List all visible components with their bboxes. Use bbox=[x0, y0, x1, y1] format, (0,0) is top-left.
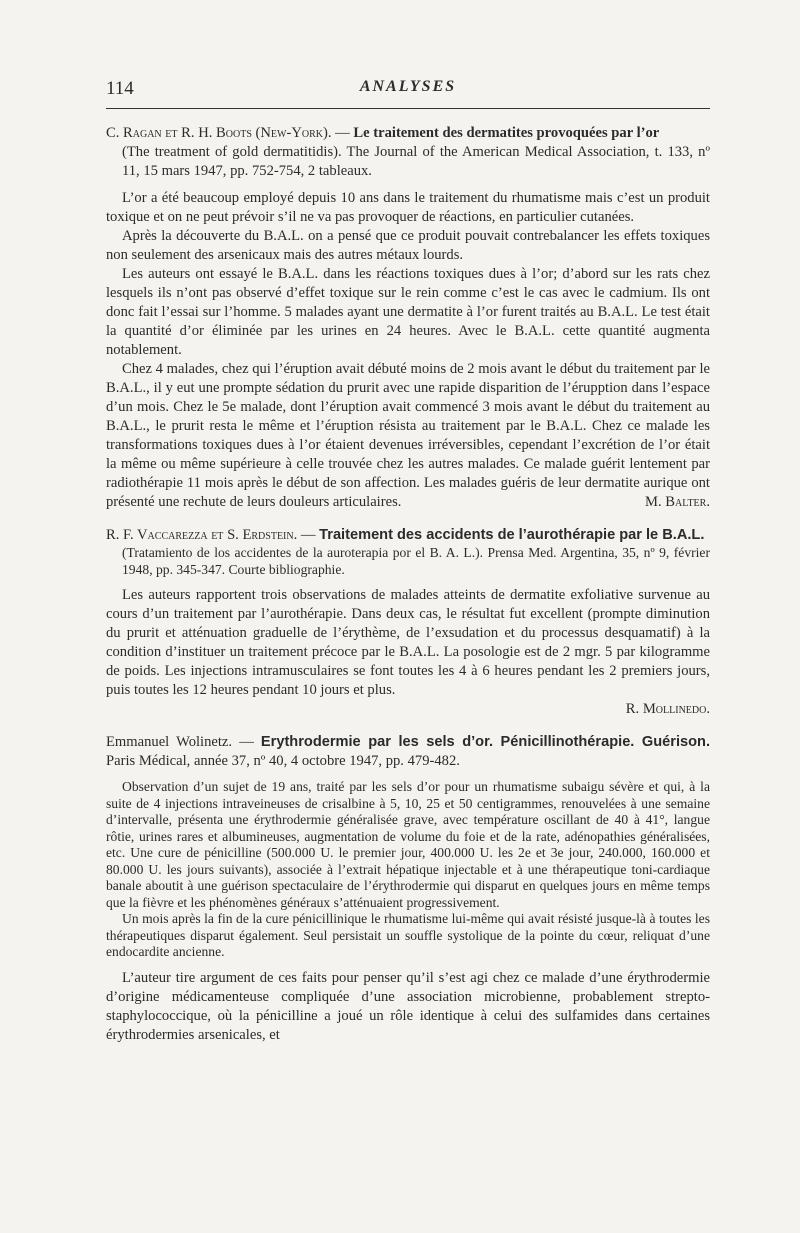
paragraph: Après la découverte du B.A.L. on a pensé que ce produit pouvait contrebalancer les effets toxiques non seulement des arsenicaux mais des autres métaux lourds. bbox=[106, 228, 710, 263]
paragraph: Les auteurs ont essayé le B.A.L. dans les réactions toxiques dues à l’or; d’abord sur les rats chez lesquels ils n’ont pas observé d’effet toxique sur le rein comme c’est le cas avec le cadmium. Ils ont donc fait l’essai sur l’homme. 5 malades ayant une dermatite à l’or furent traités au B.A.L. Le test était la quantité d’or éliminée par les urines en 24 heures. Avec le B.A.L. cette quantité augmenta notablement. bbox=[106, 266, 710, 358]
article-reference: C. Ragan et R. H. Boots (New-York). — Le traitement des dermatites provoquées par l’or (The treatment of gold dermatitidis). The Journal of the American Medical Association, t. 133, nº 11, 15 mars 1947, pp. 752-754, 2 tableaux. bbox=[106, 125, 710, 179]
paragraph-text: Chez 4 malades, chez qui l’éruption avait débuté moins de 2 mois avant le début du traitement par le B.A.L., il y eut une prompte sédation du prurit avec une rapide disparition de l’érupption dans l’espace d’un mois. Chez le 5e malade, dont l’éruption avait commencé 3 mois avant le début du traitement au B.A.L., le prurit resta le même et l’éruption résista au traitement par le B.A.L. Chez ce malade les transformations toxiques dues à l’or étaient devenues irréversibles, cependant l’excrétion de l’or était la même ou même supérieure à celle trouvée chez les autres malades. Ce malade guérit lentement par radiothérapie 11 mois après le début de son affection. Les malades guéris de leur dermatite aurique ont présenté une rechute de leurs douleurs articulaires. bbox=[106, 361, 710, 510]
article-reference: Emmanuel Wolinetz. — Erythrodermie par les sels d’or. Pénicillinothérapie. Guérison. Paris Médical, année 37, nº 40, 4 octobre 1947, pp. 479-482. bbox=[106, 734, 711, 769]
article-authors: Emmanuel Wolinetz. bbox=[106, 734, 233, 750]
paragraph: Les auteurs rapportent trois observations de malades atteints de dermatite exfoliative survenue au cours d’un traitement par l’aurothérapie. Dans deux cas, le résultat fut excellent (prompte diminution du prurit et atténuation graduelle de l’érythème, de l’exsudation et du processus desquamatif) à la condition d’instituer un traitement précoce par le B.A.L. La posologie est de 2 mgr. 5 par kilogramme de poids. Les injections intramusculaires se font toutes les 4 à 6 heures pendant les 2 premiers jours, puis toutes les 12 heures pendant 10 jours et plus. bbox=[106, 587, 710, 698]
article-reference: R. F. Vaccarezza et S. Erdstein. — Traitement des accidents de l’aurothérapie par le B.A.L. (Tratamiento de los accidentes de la auroterapia por el B. A. L.). Prensa Med. Argentina, 35, nº 9, février 1948, pp. 345-347. Courte bibliographie. bbox=[106, 527, 710, 577]
content bbox=[106, 124, 710, 1045]
article-citation: Paris Médical, année 37, nº 40, 4 octobre 1947, pp. 479-482. bbox=[106, 753, 460, 769]
paragraph: L’or a été beaucoup employé depuis 10 ans dans le traitement du rhumatisme mais c’est un produit toxique et on ne peut prévoir s’il ne va pas provoquer de réactions, en particulier cutanées. bbox=[106, 190, 710, 225]
article-title: Le traitement des dermatites provoquées par l’or bbox=[353, 125, 660, 141]
article-vaccarezza bbox=[106, 526, 710, 719]
paragraph bbox=[106, 360, 710, 512]
signature: R. Mollinedo. bbox=[625, 701, 710, 717]
paragraph-small: Un mois après la fin de la cure pénicillinique le rhumatisme lui-même qui avait résisté jusque-là à toutes les thérapeutiques disparut également. Seul persistait un souffle systolique de la pointe du cœur, reliquat d’une endocardite ancienne. bbox=[106, 911, 710, 959]
signature: M. Balter. bbox=[645, 494, 710, 510]
article-wolinetz bbox=[106, 733, 710, 1045]
article-authors: R. F. Vaccarezza et S. Erdstein. bbox=[106, 527, 298, 543]
paragraph-small: Observation d’un sujet de 19 ans, traité par les sels d’or pour un rhumatisme subaigu sévère et qui, à la suite de 4 injections intraveineuses de crisalbine à 5, 10, 25 et 50 centigrammes, renouvelées à une semaine d’intervalle, présenta une érythrodermie généralisée grave, avec température oscillant de 40 à 41°, langue rôtie, urines rares et albumineuses, augmentation de volume du foie et de la rate, adénopathies généralisées, etc. Une cure de pénicilline (500.000 U. le premier jour, 400.000 U. les 2e et 3e jour, 240.000, 160.000 et 80.000 U. les jours suivants), associée à l’extrait hépatique injectable et à une thérapeutique toni-cardiaque banale aboutit à une guérison spectaculaire de l’érythrodermie qui disparut en quelques jours en même temps que la fièvre et les phénomènes généraux s’atténuaient progressivement. bbox=[106, 779, 710, 910]
article-citation: (Tratamiento de los accidentes de la auroterapia por el B. A. L.). Prensa Med. Argentina, 35, nº 9, février 1948, pp. 345-347. Courte bibliographie. bbox=[122, 545, 710, 577]
paragraph: L’auteur tire argument de ces faits pour penser qu’il s’est agi chez ce malade d’une érythrodermie d’origine médicamenteuse compliquée d’une association microbienne, probablement strepto-staphylococcique, où la pénicilline a joué un rôle identique à celui des sulfamides dans certaines érythrodermies arsenicales, et bbox=[106, 969, 710, 1043]
page-header bbox=[106, 78, 710, 109]
running-title: ANALYSES bbox=[359, 78, 457, 95]
article-ragan bbox=[106, 124, 710, 526]
page-number: 114 bbox=[106, 78, 134, 99]
article-authors: C. Ragan et R. H. Boots (New-York). bbox=[106, 125, 332, 141]
article-title: Traitement des accidents de l’aurothérapie par le B.A.L. bbox=[319, 527, 705, 543]
article-title: Erythrodermie par les sels d’or. Pénicillinothérapie. Guérison. bbox=[260, 734, 711, 750]
article-citation: (The treatment of gold dermatitidis). The Journal of the American Medical Association, t. 133, nº 11, 15 mars 1947, pp. 752-754, 2 tableaux. bbox=[122, 144, 710, 179]
